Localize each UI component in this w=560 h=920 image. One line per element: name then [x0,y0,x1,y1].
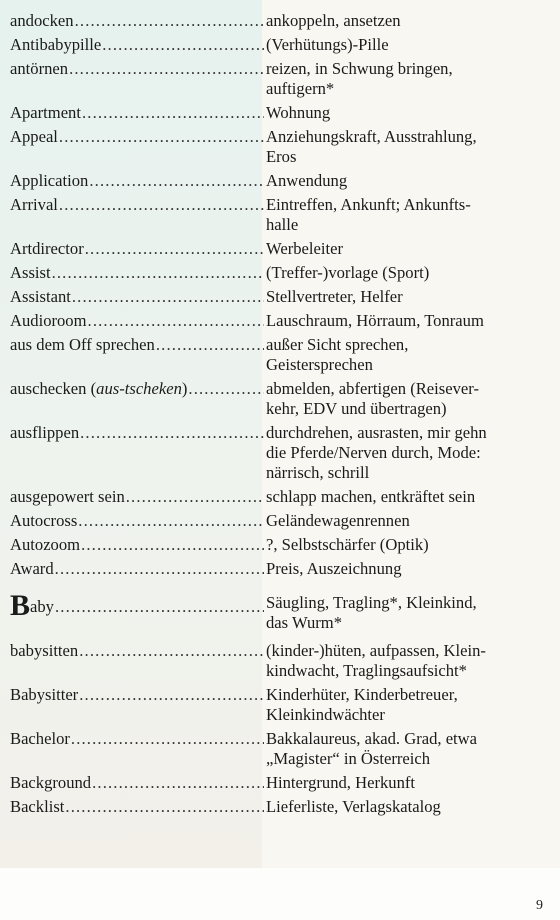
entry-term: Baby . . . [10,593,264,617]
entry-autozoom [10,535,555,555]
entry-antibabypille [10,35,555,55]
entry-definition: Stellvertreter, Helfer [266,287,403,306]
entry-term: Autocross . . . [10,511,264,531]
entry-definition: (kinder-)hüten, aufpassen, Klein- kindwacht, Traglingsaufsicht* [266,641,486,680]
entry-term: Babysitter . . . [10,685,264,705]
entry-definition: ?, Selbstschärfer (Optik) [266,535,429,554]
entry-term: Autozoom . . . [10,535,264,555]
entry-antoernen [10,59,555,99]
entry-apartment [10,103,555,123]
entry-appeal [10,127,555,167]
entry-definition: Bakkalaureus, akad. Grad, etwa „Magister“ in Österreich [266,729,478,768]
entry-term: Background . . . [10,773,264,793]
entry-babysitten [10,641,555,681]
entry-definition: Wohnung [266,103,331,122]
entry-term: Arrival . . . [10,195,264,215]
entry-definition: Lieferliste, Verlagskatalog [266,797,441,816]
entry-background [10,773,555,793]
entry-artdirector [10,239,555,259]
entry-ausgepowert-sein [10,487,555,507]
entry-definition: Säugling, Tragling*, Kleinkind, das Wurm* [266,593,477,632]
entry-andocken [10,11,555,31]
entry-definition: Lauschraum, Hörraum, Tonraum [266,311,484,330]
entry-term: Audioroom . . . [10,311,264,331]
entry-definition: durchdrehen, ausrasten, mir gehn die Pferde/Nerven durch, Mode: närrisch, schrill [266,423,487,482]
entry-definition: (Verhütungs)-Pille [266,35,389,54]
entry-definition: Anziehungskraft, Ausstrahlung, Eros [266,127,477,166]
entry-term: Appeal . . . [10,127,264,147]
entry-term: aus dem Off sprechen . . . [10,335,264,355]
entry-assist [10,263,555,283]
entry-babysitter [10,685,555,725]
entry-definition: Geländewagenrennen [266,511,410,530]
entry-definition: Anwendung [266,171,348,190]
entry-arrival [10,195,555,235]
entry-definition: Kinderhüter, Kinderbetreuer, Kleinkindwächter [266,685,458,724]
entry-definition: Eintreffen, Ankunft; Ankunfts- halle [266,195,471,234]
entry-term: Backlist . . . [10,797,264,817]
entry-term: babysitten . . . [10,641,264,661]
entry-term: Bachelor . . . [10,729,264,749]
entry-term: Assistant . . . [10,287,264,307]
entry-autocross [10,511,555,531]
entry-definition: ankoppeln, ansetzen [266,11,401,30]
entry-term: Assist . . . [10,263,264,283]
entry-definition: (Treffer-)vorlage (Sport) [266,263,430,282]
entry-term: andocken . . . [10,11,264,31]
section-initial-b: B [10,593,31,617]
entry-backlist [10,797,555,817]
entry-baby [10,593,555,633]
entry-term: Application . . . [10,171,264,191]
entry-term: Award . . . [10,559,264,579]
entry-term: Apartment . . . [10,103,264,123]
entry-list [10,11,555,821]
entry-aus-dem-off-sprechen [10,335,555,375]
entry-definition: Hintergrund, Herkunft [266,773,416,792]
entry-term: Antibabypille . . . [10,35,264,55]
pronunciation-note: aus-tscheken [96,379,182,398]
entry-definition: Preis, Auszeichnung [266,559,402,578]
entry-award [10,559,555,579]
entry-term: ausflippen . . . [10,423,264,443]
entry-ausflippen [10,423,555,483]
entry-application [10,171,555,191]
entry-assistant [10,287,555,307]
entry-definition: abmelden, abfertigen (Reisever- kehr, EDV und übertragen) [266,379,479,418]
entry-definition: schlapp machen, entkräftet sein [266,487,476,506]
entry-audioroom [10,311,555,331]
entry-definition: reizen, in Schwung bringen, auftigern* [266,59,453,98]
entry-term: ausgepowert sein . . . [10,487,264,507]
entry-definition: Werbeleiter [266,239,343,258]
entry-definition: außer Sicht sprechen, Geistersprechen [266,335,409,374]
entry-auschecken [10,379,555,419]
entry-term: Artdirector . . . [10,239,264,259]
entry-term: auschecken (aus-tscheken) . . . [10,379,264,399]
entry-bachelor [10,729,555,769]
entry-term: antörnen . . . [10,59,264,79]
page-number: 9 [536,898,543,913]
